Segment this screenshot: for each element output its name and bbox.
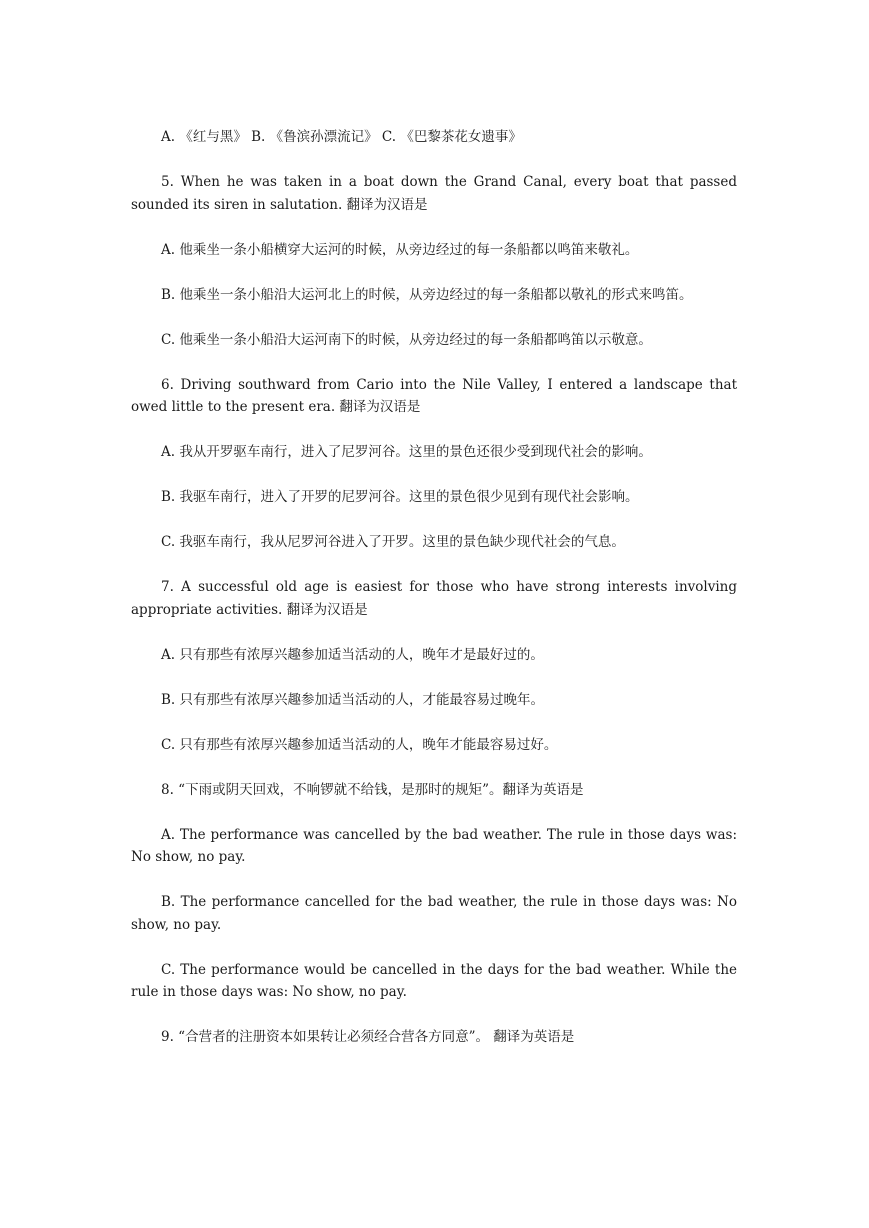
q6-option-a: A. 我从开罗驱车南行，进入了尼罗河谷。这里的景色还很少受到现代社会的影响。 (161, 444, 652, 460)
document-body (131, 126, 737, 1071)
q6-option-b: B. 我驱车南行，进入了开罗的尼罗河谷。这里的景色很少见到有现代社会影响。 (161, 489, 639, 505)
q8-option-b: B. The performance cancelled for the bad weather, the rule in those days was: No show, no pay. (131, 894, 737, 933)
q5-option-c: C. 他乘坐一条小船沿大运河南下的时候，从旁边经过的每一条船都鸣笛以示敬意。 (161, 331, 652, 348)
q5-question: 5. When he was taken in a boat down the Grand Canal, every boat that passed sounded its siren in salutation. 翻译为汉语是 (131, 174, 737, 213)
q9-question: 9. “合营者的注册资本如果转让必须经合营各方同意”。 翻译为英语是 (161, 1029, 575, 1045)
q7-option-a: A. 只有那些有浓厚兴趣参加适当活动的人，晚年才是最好过的。 (161, 646, 544, 663)
q6-option-c: C. 我驱车南行，我从尼罗河谷进入了开罗。这里的景色缺少现代社会的气息。 (161, 534, 625, 550)
q8-question: 8. “下雨或阴天回戏，不响锣就不给钱，是那时的规矩”。翻译为英语是 (161, 781, 584, 798)
q6-question: 6. Driving southward from Cario into the Nile Valley, I entered a landscape that owed little to the present era. 翻译为汉语是 (131, 376, 737, 415)
q7-option-c: C. 只有那些有浓厚兴趣参加适当活动的人，晚年才能最容易过好。 (161, 736, 558, 753)
q7-question: 7. A successful old age is easiest for those who have strong interests involving appropriate activities. 翻译为汉语是 (131, 579, 737, 618)
q8-option-a: A. The performance was cancelled by the bad weather. The rule in those days was: No show, no pay. (131, 826, 737, 865)
q5-option-a: A. 他乘坐一条小船横穿大运河的时候，从旁边经过的每一条船都以鸣笛来敬礼。 (161, 241, 639, 258)
q7-option-b: B. 只有那些有浓厚兴趣参加适当活动的人，才能最容易过晚年。 (161, 691, 545, 708)
q5-option-b: B. 他乘坐一条小船沿大运河北上的时候，从旁边经过的每一条船都以敬礼的形式来鸣笛。 (161, 286, 693, 303)
q8-option-c: C. The performance would be cancelled in the days for the bad weather. While the rule in those days was: No show, no pay. (131, 961, 737, 1000)
q4-options: A. 《红与黑》 B. 《鲁滨孙漂流记》 C. 《巴黎茶花女遗事》 (161, 129, 522, 145)
